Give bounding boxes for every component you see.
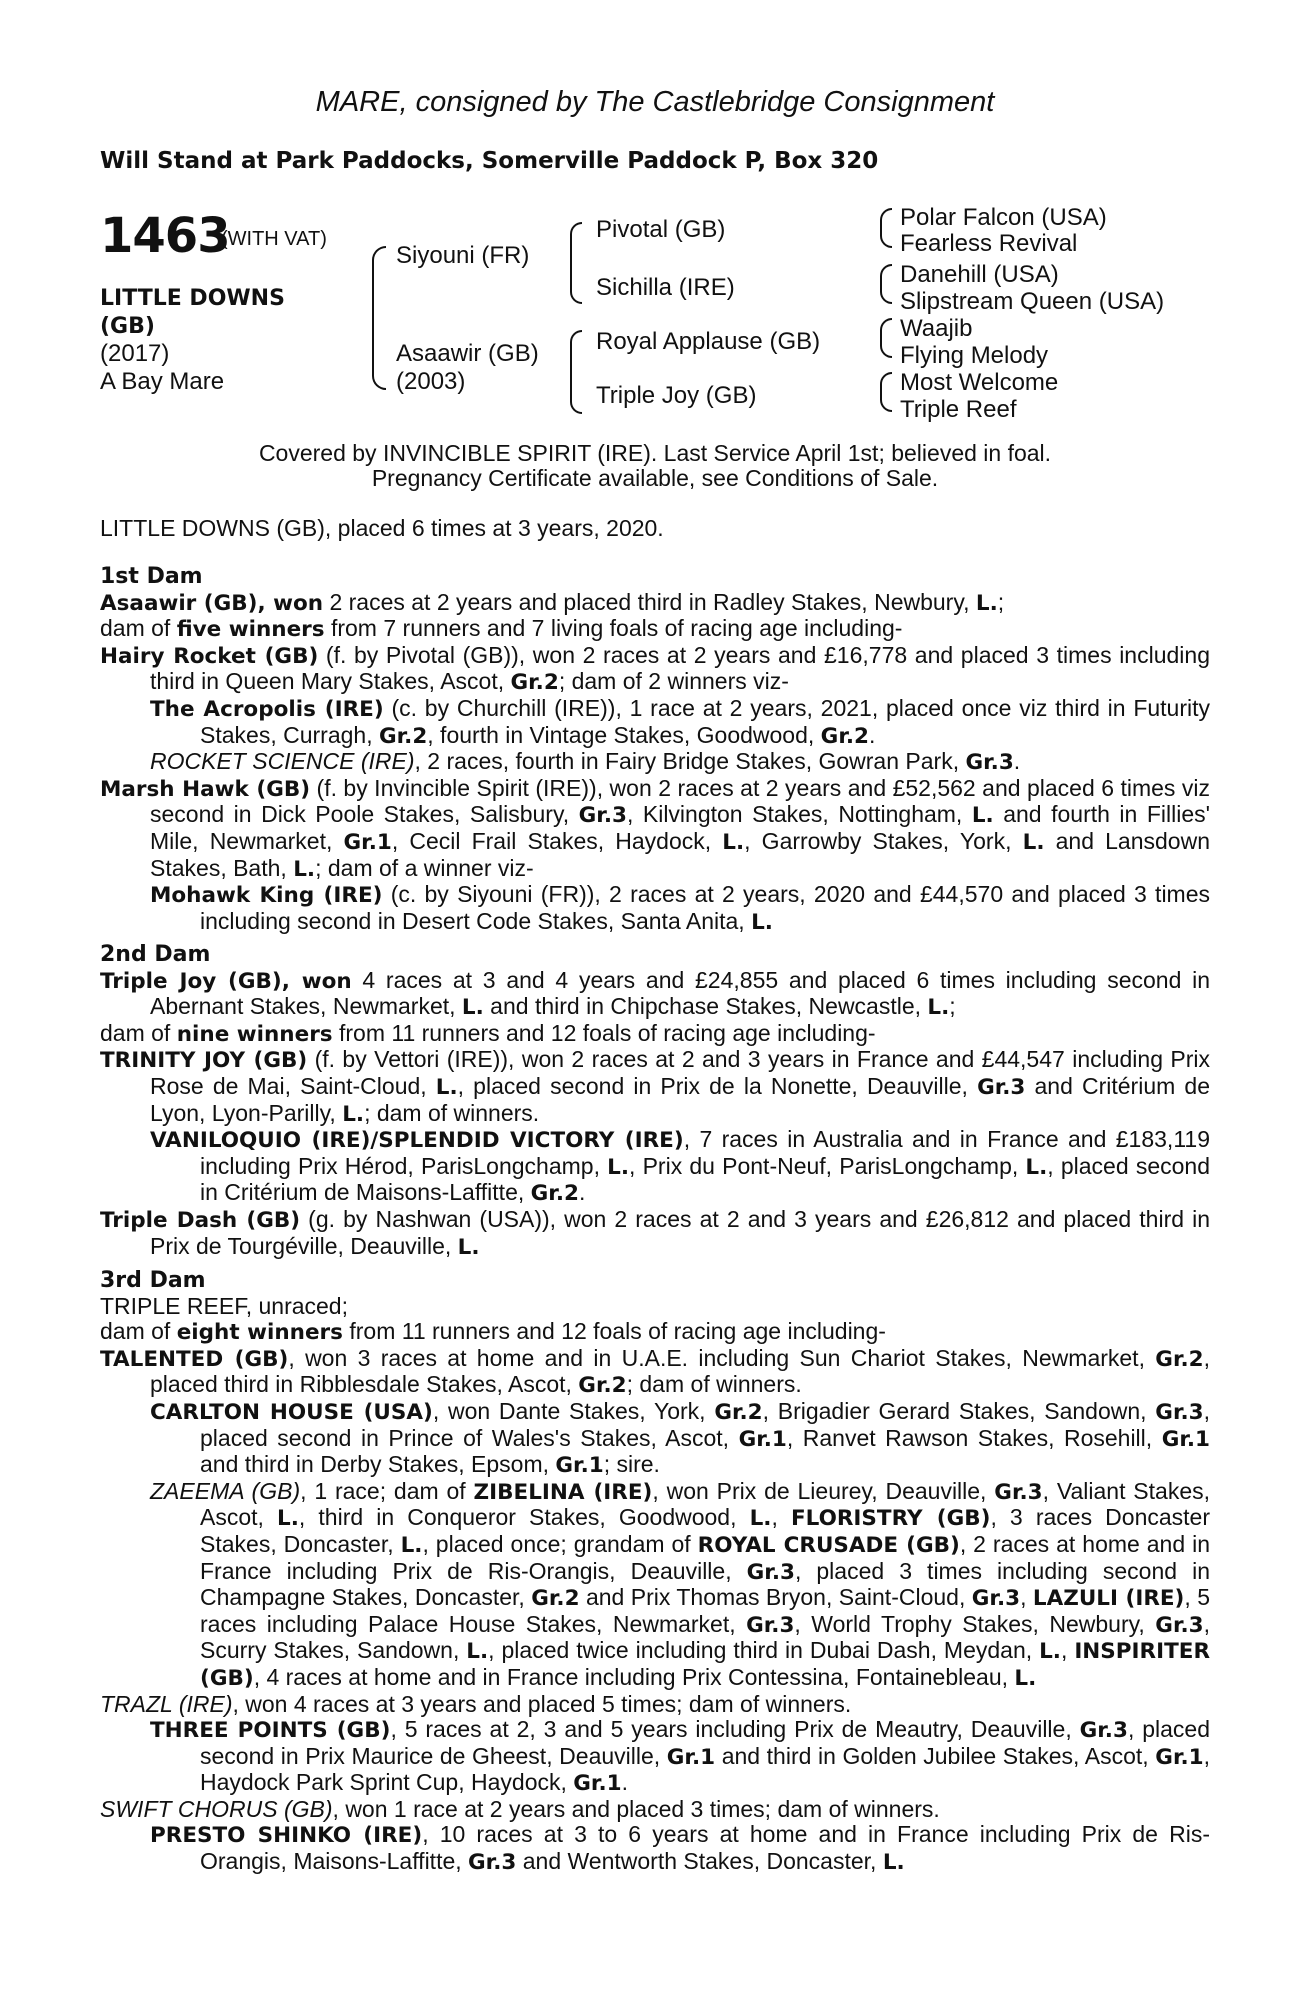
produce-entry bbox=[100, 1399, 1210, 1479]
horse-suffix: (GB) bbox=[100, 314, 155, 339]
stand-location: Will Stand at Park Paddocks, Somerville Paddock P, Box 320 bbox=[100, 148, 879, 174]
produce-entry bbox=[100, 776, 1210, 882]
produce-entry bbox=[100, 1127, 1210, 1207]
bold-text-run: Gr.2 bbox=[578, 1373, 627, 1399]
bold-text-run: L. bbox=[882, 1850, 905, 1876]
dam-summary bbox=[100, 1294, 1210, 1320]
bold-text-run: THREE POINTS (GB) bbox=[150, 1718, 391, 1744]
bold-text-run: Gr.1 bbox=[1155, 1744, 1204, 1770]
bold-text-run: Marsh Hawk (GB) bbox=[100, 776, 311, 802]
text-run: and Wentworth Stakes, Doncaster, bbox=[516, 1848, 883, 1875]
text-run: , Cecil Frail Stakes, Haydock, bbox=[391, 827, 723, 854]
vat-note: (WITH VAT) bbox=[221, 228, 327, 250]
bold-text-run: Hairy Rocket (GB) bbox=[100, 643, 319, 669]
bold-text-run: five winners bbox=[176, 617, 325, 643]
text-run: , bbox=[1060, 1637, 1075, 1664]
bold-text-run: L. bbox=[1022, 829, 1045, 855]
text-run: and third in Golden Jubilee Stakes, Ascot, bbox=[715, 1742, 1156, 1769]
text-run: (c. by Siyouni (FR)), 2 races at 2 years, 2020 and £44,570 and placed 3 times including second in Desert Code Stakes, Santa Anita, bbox=[200, 881, 1211, 934]
text-run: , placed second in Critérium de Maisons-Laffitte, bbox=[200, 1152, 1210, 1206]
text-run: , World Trophy Stakes, Newbury, bbox=[794, 1610, 1156, 1637]
bold-text-run: L. bbox=[1025, 1154, 1048, 1180]
text-run: 4 races at 3 and 4 years and £24,855 and placed 6 times including second in Abernant Stakes, Newmarket, bbox=[150, 966, 1210, 1020]
text-run: dam of bbox=[100, 615, 177, 642]
bold-text-run: Gr.1 bbox=[555, 1453, 604, 1479]
bold-text-run: Gr.3 bbox=[965, 750, 1014, 776]
bold-text-run: L. bbox=[466, 1639, 489, 1665]
sire-dam-brace bbox=[372, 246, 386, 390]
bold-text-run: Gr.3 bbox=[994, 1479, 1043, 1505]
grandsire-2: Royal Applause (GB) bbox=[596, 328, 821, 355]
text-run: and Prix Thomas Bryon, Saint-Cloud, bbox=[579, 1584, 972, 1611]
bold-text-run: L. bbox=[400, 1532, 423, 1558]
bold-text-run: The Acropolis (IRE) bbox=[150, 696, 384, 722]
text-run: , 2 races, fourth in Fairy Bridge Stakes, Gowran Park, bbox=[414, 748, 966, 775]
text-run: , placed third in Ribblesdale Stakes, Ascot, bbox=[150, 1344, 1210, 1398]
great-grandparent-2: Fearless Revival bbox=[900, 230, 1078, 257]
text-run: ; dam of a winner viz- bbox=[315, 854, 534, 881]
text-run: and third in Chipchase Stakes, Newcastle, bbox=[483, 993, 928, 1020]
great-grandparent-6: Flying Melody bbox=[900, 342, 1049, 369]
bold-text-run: Gr.2 bbox=[820, 723, 869, 749]
produce-entry bbox=[100, 1797, 1210, 1823]
text-run: ; sire. bbox=[603, 1451, 660, 1478]
text-run: , placed twice including third in Dubai Dash, Meydan, bbox=[488, 1637, 1040, 1664]
bold-text-run: Gr.1 bbox=[738, 1426, 787, 1452]
text-run: (f. by Pivotal (GB)), won 2 races at 2 years and £16,778 and placed 3 times including third in Queen Mary Stakes, Ascot, bbox=[150, 641, 1210, 695]
text-run: from 7 runners and 7 living foals of racing age including- bbox=[324, 615, 903, 642]
great-grandparent-3: Danehill (USA) bbox=[900, 261, 1059, 288]
text-run: , 7 races in Australia and in France and £183,119 including Prix Hérod, ParisLongchamp, bbox=[200, 1126, 1210, 1179]
bold-text-run: Gr.2 bbox=[530, 1181, 579, 1207]
bold-text-run: Gr.3 bbox=[1155, 1399, 1204, 1425]
dam-name: Asaawir (GB) bbox=[396, 340, 539, 367]
third-dam-heading: 3rd Dam bbox=[100, 1268, 206, 1293]
produce-entry bbox=[100, 1692, 1210, 1718]
produce-entry bbox=[100, 696, 1210, 749]
text-run: , Brigadier Gerard Stakes, Sandown, bbox=[762, 1397, 1156, 1424]
text-run: ; bbox=[997, 588, 1005, 615]
produce-entry bbox=[100, 643, 1210, 696]
grandsire-1: Pivotal (GB) bbox=[596, 216, 726, 243]
produce-entry bbox=[100, 1207, 1210, 1260]
bold-text-run: Gr.1 bbox=[573, 1771, 622, 1797]
text-run: and Critérium de Lyon, Lyon-Parilly, bbox=[150, 1072, 1210, 1126]
bold-text-run: L. bbox=[461, 995, 484, 1021]
bold-text-run: L. bbox=[1014, 1665, 1037, 1691]
bold-text-run: L. bbox=[975, 590, 998, 616]
bold-text-run: PRESTO SHINKO (IRE) bbox=[150, 1823, 423, 1849]
bold-text-run: TRINITY JOY (GB) bbox=[100, 1048, 308, 1074]
granddam-1: Sichilla (IRE) bbox=[596, 274, 735, 301]
text-run: , 4 races at home and in France including Prix Contessina, Fontainebleau, bbox=[253, 1663, 1015, 1690]
ggp-brace-1 bbox=[880, 208, 892, 248]
bold-text-run: Gr.3 bbox=[1155, 1612, 1204, 1638]
text-run: , Prix du Pont-Neuf, ParisLongchamp, bbox=[629, 1152, 1026, 1179]
text-run: TRIPLE REEF, unraced; bbox=[100, 1292, 348, 1319]
text-run: , placed 3 times including second in Champagne Stakes, Doncaster, bbox=[200, 1557, 1210, 1611]
produce-entry bbox=[100, 882, 1210, 935]
horse-description: A Bay Mare bbox=[100, 368, 225, 395]
bold-text-run: Asaawir (GB), won bbox=[100, 590, 324, 616]
ggp-brace-2 bbox=[880, 264, 892, 304]
bold-text-run: Mohawk King (IRE) bbox=[150, 883, 383, 909]
text-run: from 11 runners and 12 foals of racing age including- bbox=[332, 1019, 876, 1046]
bold-text-run: Gr.3 bbox=[746, 1612, 795, 1638]
bold-text-run: Triple Joy (GB), won bbox=[100, 968, 352, 994]
bold-text-run: Gr.1 bbox=[666, 1744, 716, 1770]
text-run: , won Dante Stakes, York, bbox=[432, 1397, 715, 1424]
bold-text-run: Gr.3 bbox=[468, 1850, 517, 1876]
text-run: 2 races at 2 years and placed third in Radley Stakes, Newbury, bbox=[323, 588, 976, 615]
bold-text-run: Gr.2 bbox=[531, 1586, 580, 1612]
bold-text-run: L. bbox=[607, 1154, 630, 1180]
text-run: and fourth in Fillies' Mile, Newmarket, bbox=[150, 801, 1211, 854]
text-run: , won 4 races at 3 years and placed 5 times; dam of winners. bbox=[232, 1690, 852, 1717]
text-run: , 5 races including Palace House Stakes, Newmarket, bbox=[200, 1584, 1210, 1637]
dam-parents-brace bbox=[570, 330, 582, 414]
produce-entry bbox=[100, 1479, 1210, 1692]
text-run: dam of bbox=[100, 1318, 177, 1345]
text-run: , third in Conqueror Stakes, Goodwood, bbox=[298, 1504, 750, 1531]
produce-entry bbox=[100, 1822, 1210, 1875]
text-run: , placed second in Prix Maurice de Gheest, Deauville, bbox=[200, 1716, 1210, 1769]
text-run: , won 1 race at 2 years and placed 3 times; dam of winners. bbox=[332, 1795, 940, 1822]
text-run: , Kilvington Stakes, Nottingham, bbox=[626, 801, 972, 828]
text-run: ; dam of 2 winners viz- bbox=[558, 668, 789, 695]
ggp-brace-4 bbox=[880, 372, 892, 412]
text-run: , placed once; grandam of bbox=[422, 1530, 698, 1557]
bold-text-run: L. bbox=[293, 856, 316, 882]
granddam-2: Triple Joy (GB) bbox=[596, 382, 757, 409]
text-run: (g. by Nashwan (USA)), won 2 races at 2 and 3 years and £26,812 and placed third in Prix de Tourgéville, Deauville, bbox=[150, 1205, 1211, 1259]
bold-text-run: eight winners bbox=[176, 1320, 343, 1346]
text-run: , won Prix de Lieurey, Deauville, bbox=[652, 1477, 995, 1504]
dam-year: (2003) bbox=[396, 368, 466, 395]
text-run: , 1 race; dam of bbox=[300, 1477, 474, 1504]
text-run: , bbox=[771, 1504, 791, 1531]
text-run: (c. by Churchill (IRE)), 1 race at 2 years, 2021, placed once viz third in Futurity Stakes, Curragh, bbox=[200, 694, 1211, 748]
bold-text-run: TALENTED (GB) bbox=[100, 1346, 289, 1372]
great-grandparent-8: Triple Reef bbox=[900, 396, 1017, 423]
first-dam-heading: 1st Dam bbox=[100, 564, 203, 589]
bold-text-run: FLORISTRY (GB) bbox=[790, 1506, 991, 1532]
second-dam-section bbox=[100, 942, 1210, 1260]
text-run: , Scurry Stakes, Sandown, bbox=[200, 1610, 1210, 1664]
text-run: (f. by Invincible Spirit (IRE)), won 2 races at 2 years and £52,562 and placed 6 times viz second in Dick Poole Stakes, Salisbury, bbox=[150, 774, 1210, 828]
text-run: , 10 races at 3 to 6 years at home and in France including Prix de Ris-Orangis, Maisons-Laffitte, bbox=[200, 1821, 1210, 1875]
sire-name: Siyouni (FR) bbox=[396, 242, 530, 269]
bold-text-run: CARLTON HOUSE (USA) bbox=[150, 1399, 433, 1425]
text-run: , Valiant Stakes, Ascot, bbox=[200, 1477, 1210, 1531]
produce-summary bbox=[100, 1319, 1210, 1346]
italic-text-run: ROCKET SCIENCE (IRE) bbox=[150, 748, 415, 775]
bold-text-run: Gr.3 bbox=[1079, 1718, 1128, 1744]
bold-text-run: Gr.3 bbox=[578, 803, 627, 829]
text-run: ; bbox=[949, 993, 956, 1020]
lot-number: 1463 bbox=[100, 208, 230, 264]
bold-text-run: L. bbox=[277, 1506, 299, 1532]
text-run: , Garrowby Stakes, York, bbox=[744, 827, 1023, 854]
dam-summary bbox=[100, 590, 1210, 617]
text-run: , placed second in Prix de la Nonette, Deauville, bbox=[457, 1072, 978, 1099]
bold-text-run: L. bbox=[749, 1506, 772, 1532]
text-run: (f. by Vettori (IRE)), won 2 races at 2 and 3 years in France and £44,547 including Prix Rose de Mai, Saint-Cloud, bbox=[150, 1046, 1210, 1099]
bold-text-run: Gr.3 bbox=[971, 1586, 1021, 1612]
text-run: , Haydock Park Sprint Cup, Haydock, bbox=[200, 1742, 1210, 1796]
text-run: from 11 runners and 12 foals of racing age including- bbox=[342, 1318, 886, 1345]
text-run: dam of bbox=[100, 1019, 177, 1046]
text-run: , 5 races at 2, 3 and 5 years including Prix de Meautry, Deauville, bbox=[390, 1716, 1080, 1743]
first-dam-section bbox=[100, 564, 1210, 935]
bold-text-run: L. bbox=[342, 1101, 365, 1127]
text-run: , fourth in Vintage Stakes, Goodwood, bbox=[427, 721, 821, 748]
produce-summary bbox=[100, 1021, 1210, 1048]
bold-text-run: Gr.3 bbox=[977, 1074, 1026, 1100]
bold-text-run: L. bbox=[971, 803, 994, 829]
sire-parents-brace bbox=[570, 222, 582, 304]
bold-text-run: Gr.2 bbox=[714, 1399, 763, 1425]
bold-text-run: L. bbox=[927, 995, 950, 1021]
bold-text-run: VANILOQUIO (IRE)/SPLENDID VICTORY (IRE) bbox=[150, 1128, 684, 1154]
italic-text-run: TRAZL (IRE) bbox=[100, 1690, 233, 1717]
bold-text-run: Gr.1 bbox=[343, 829, 392, 855]
bold-text-run: Gr.2 bbox=[1155, 1346, 1204, 1372]
bold-text-run: Gr.2 bbox=[510, 670, 559, 696]
ggp-brace-3 bbox=[880, 318, 892, 358]
produce-entry bbox=[100, 1346, 1210, 1399]
great-grandparent-5: Waajib bbox=[900, 315, 973, 342]
text-run: . bbox=[578, 1179, 586, 1206]
text-run: . bbox=[1013, 748, 1021, 775]
race-record: LITTLE DOWNS (GB), placed 6 times at 3 years, 2020. bbox=[100, 515, 664, 541]
bold-text-run: ROYAL CRUSADE (GB) bbox=[697, 1532, 960, 1558]
produce-summary bbox=[100, 616, 1210, 643]
bold-text-run: L. bbox=[751, 909, 773, 935]
text-run: ; dam of winners. bbox=[626, 1371, 802, 1398]
covered-note: Covered by INVINCIBLE SPIRIT (IRE). Last Service April 1st; believed in foal. bbox=[258, 440, 1052, 466]
second-dam-heading: 2nd Dam bbox=[100, 942, 211, 967]
produce-entry bbox=[100, 1047, 1210, 1127]
text-run: and Lansdown Stakes, Bath, bbox=[150, 827, 1210, 881]
text-run: , placed second in Prince of Wales's Stakes, Ascot, bbox=[200, 1397, 1210, 1451]
bold-text-run: ZIBELINA (IRE) bbox=[473, 1479, 653, 1505]
bold-text-run: L. bbox=[457, 1234, 480, 1260]
great-grandparent-1: Polar Falcon (USA) bbox=[900, 204, 1107, 231]
bold-text-run: L. bbox=[435, 1074, 458, 1100]
text-run: , bbox=[1020, 1584, 1033, 1611]
text-run: , 3 races Doncaster Stakes, Doncaster, bbox=[200, 1504, 1211, 1557]
italic-text-run: ZAEEMA (GB) bbox=[150, 1477, 301, 1504]
great-grandparent-7: Most Welcome bbox=[900, 369, 1059, 396]
produce-entry bbox=[100, 749, 1210, 776]
bold-text-run: INSPIRITER (GB) bbox=[200, 1639, 1211, 1691]
bold-text-run: LAZULI (IRE) bbox=[1032, 1586, 1185, 1612]
bold-text-run: L. bbox=[1039, 1639, 1061, 1665]
dam-summary bbox=[100, 968, 1210, 1021]
text-run: and third in Derby Stakes, Epsom, bbox=[200, 1451, 556, 1478]
bold-text-run: L. bbox=[722, 829, 745, 855]
bold-text-run: Gr.1 bbox=[1161, 1426, 1210, 1452]
pregnancy-note: Pregnancy Certificate available, see Conditions of Sale. bbox=[371, 465, 939, 491]
text-run: . bbox=[621, 1769, 628, 1796]
text-run: . bbox=[868, 721, 876, 748]
bold-text-run: Gr.3 bbox=[746, 1559, 795, 1585]
produce-entry bbox=[100, 1717, 1210, 1797]
text-run: ; dam of winners. bbox=[364, 1099, 540, 1126]
third-dam-section bbox=[100, 1268, 1210, 1876]
text-run: , won 3 races at home and in U.A.E. including Sun Chariot Stakes, Newmarket, bbox=[288, 1344, 1156, 1371]
horse-year: (2017) bbox=[100, 340, 170, 367]
text-run: , Ranvet Rawson Stakes, Rosehill, bbox=[786, 1424, 1162, 1451]
bold-text-run: Triple Dash (GB) bbox=[100, 1207, 301, 1233]
horse-name: LITTLE DOWNS bbox=[100, 286, 285, 311]
italic-text-run: SWIFT CHORUS (GB) bbox=[100, 1795, 333, 1822]
great-grandparent-4: Slipstream Queen (USA) bbox=[900, 288, 1165, 315]
bold-text-run: nine winners bbox=[176, 1021, 333, 1047]
page-title: MARE, consigned by The Castlebridge Consignment bbox=[315, 86, 995, 118]
text-run: , 2 races at home and in France including Prix de Ris-Orangis, Deauville, bbox=[200, 1530, 1211, 1584]
bold-text-run: Gr.2 bbox=[378, 723, 428, 749]
